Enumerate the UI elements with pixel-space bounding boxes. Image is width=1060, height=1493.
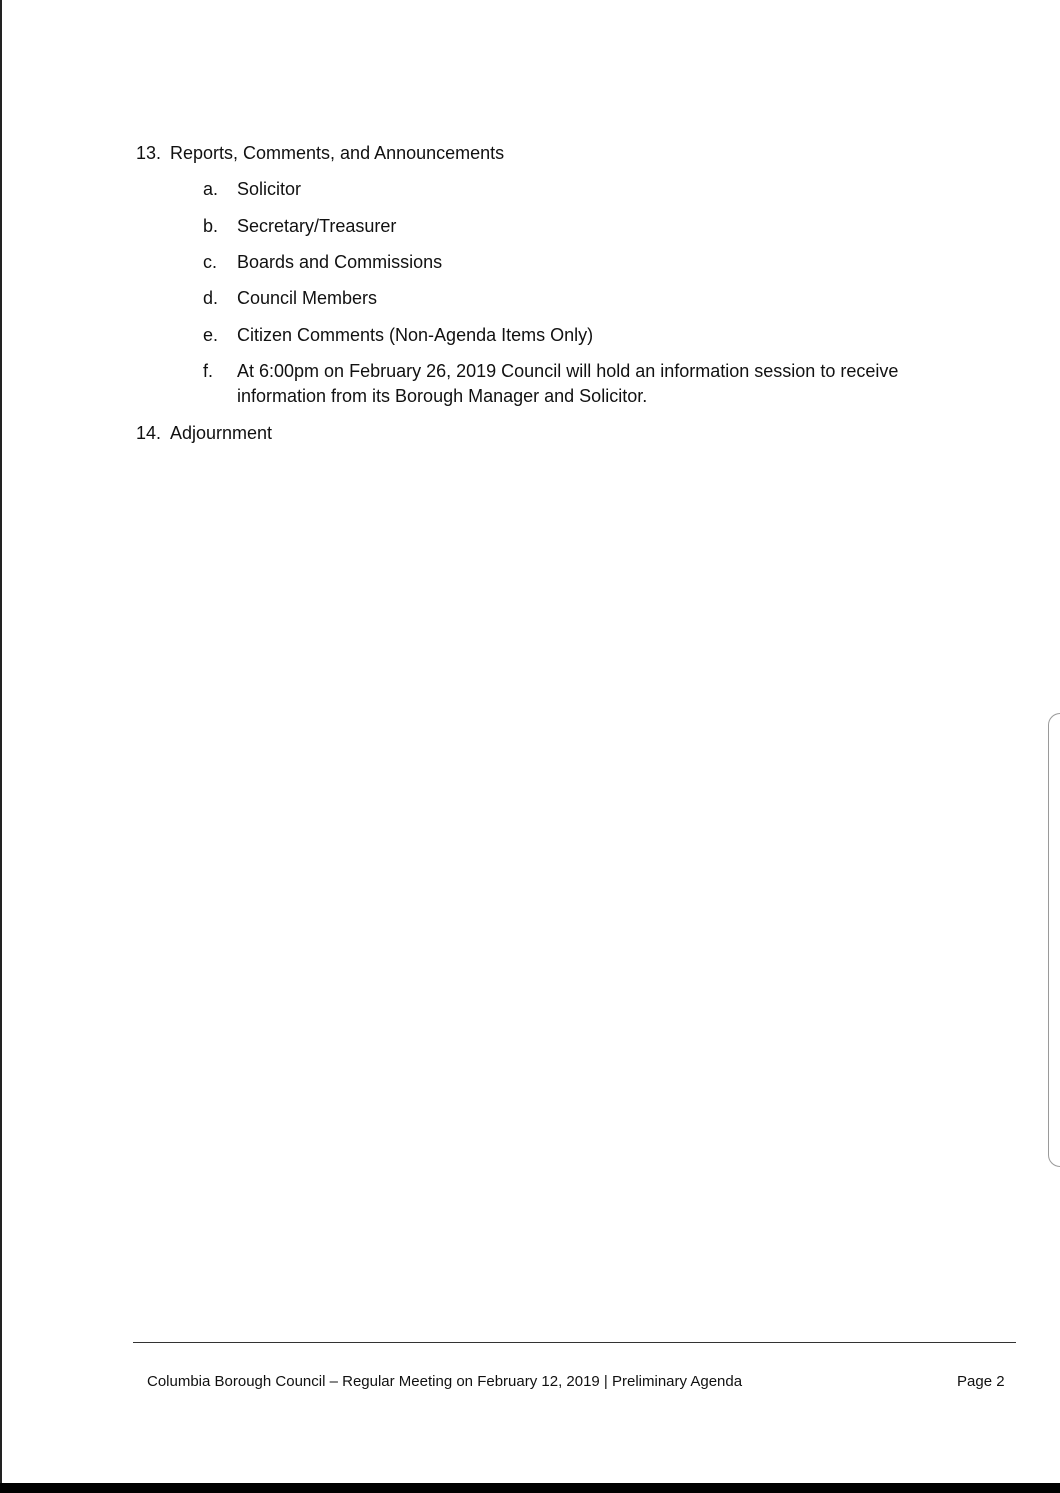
- sub-item-text: Solicitor: [237, 179, 302, 199]
- agenda-item-title: Reports, Comments, and Announcements: [170, 143, 505, 163]
- sub-item-letter: e.: [203, 325, 219, 345]
- sub-item-letter: b.: [203, 216, 219, 236]
- sub-item-text: Boards and Commissions: [237, 252, 443, 272]
- sub-item-e: [203, 323, 957, 348]
- footer-page-number: Page 2: [957, 1373, 1005, 1390]
- sub-item-letter: c.: [203, 252, 218, 272]
- sub-item-a: [203, 177, 957, 202]
- sub-item-text: Council Members: [237, 288, 378, 308]
- sub-item-c: [203, 250, 957, 275]
- sub-item-letter: d.: [203, 288, 219, 308]
- sub-item-letter: a.: [203, 179, 219, 199]
- scroll-handle[interactable]: [1048, 713, 1060, 1167]
- sub-item-b: [203, 214, 957, 239]
- sub-item-text: Citizen Comments (Non-Agenda Items Only): [237, 325, 594, 345]
- agenda-item-number: 14.: [136, 423, 162, 443]
- agenda-item-14: [136, 422, 272, 444]
- bottom-screen-bar: [0, 1483, 1060, 1493]
- sub-item-letter: f.: [203, 361, 214, 381]
- sub-item-text: Secretary/Treasurer: [237, 216, 397, 236]
- footer-meeting-info: Columbia Borough Council – Regular Meeting on February 12, 2019 | Preliminary Agenda: [147, 1373, 743, 1390]
- sub-item-text: At 6:00pm on February 26, 2019 Council will hold an information session to receive information from its Borough Manager and Solicitor.: [237, 361, 899, 406]
- footer-divider: [133, 1342, 1016, 1343]
- sub-item-d: [203, 286, 957, 311]
- agenda-item-number: 13.: [136, 143, 162, 163]
- sub-item-f: [203, 359, 957, 409]
- agenda-item-title: Adjournment: [170, 423, 273, 443]
- agenda-item-13: [136, 142, 504, 164]
